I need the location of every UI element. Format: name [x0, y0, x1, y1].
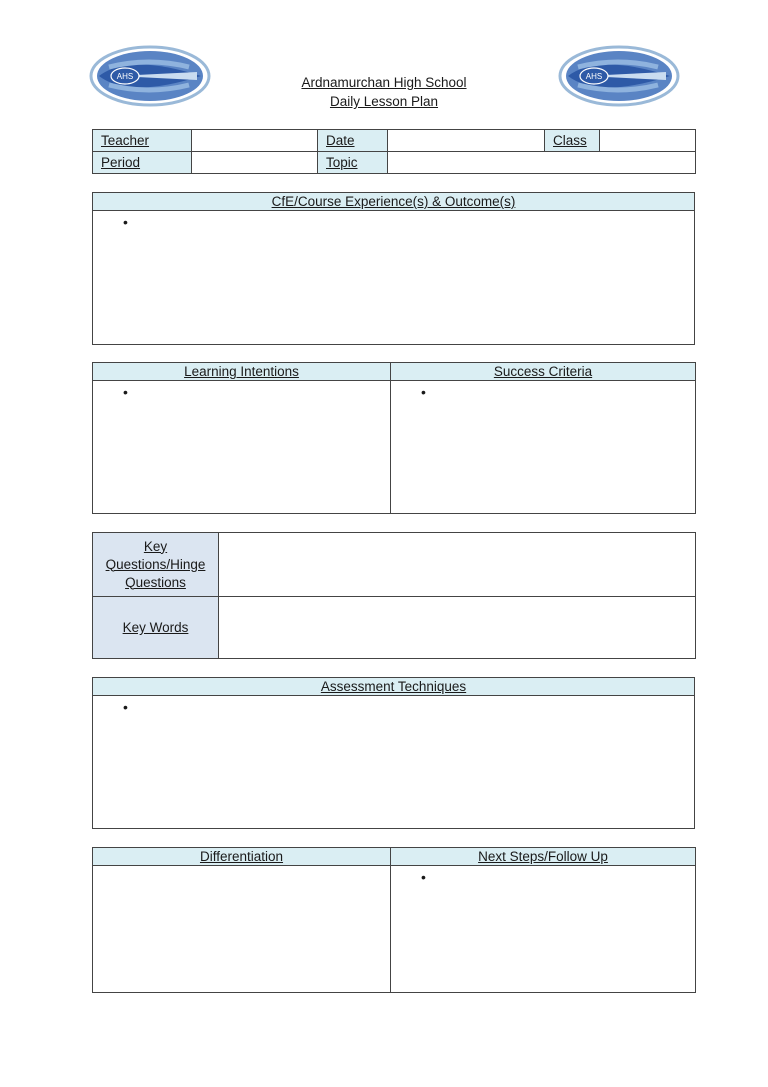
outcomes-header: CfE/Course Experience(s) & Outcome(s)	[93, 193, 695, 211]
lesson-info-table	[92, 129, 696, 174]
logo-text: AHS	[585, 72, 603, 81]
key-words-field[interactable]	[219, 597, 696, 659]
teacher-field[interactable]	[192, 130, 318, 152]
bullet-point: •	[421, 869, 426, 885]
next-steps-header: Next Steps/Follow Up	[391, 848, 696, 866]
key-questions-field[interactable]	[219, 533, 696, 597]
intentions-criteria-table	[92, 362, 696, 514]
differentiation-table	[92, 847, 696, 993]
period-label: Period	[93, 152, 192, 174]
logo-text: AHS	[116, 72, 134, 81]
assessment-header: Assessment Techniques	[93, 678, 695, 696]
key-questions-table	[92, 532, 696, 659]
date-field[interactable]	[388, 130, 545, 152]
learning-intentions-header: Learning Intentions	[93, 363, 391, 381]
school-logo-left	[89, 45, 211, 107]
outcomes-table	[92, 192, 695, 345]
bullet-point: •	[421, 384, 426, 400]
school-name: Ardnamurchan High School	[301, 75, 467, 90]
document-title: Daily Lesson Plan	[329, 94, 439, 109]
class-field[interactable]	[600, 130, 696, 152]
teacher-label: Teacher	[93, 130, 192, 152]
school-logo-right	[558, 45, 680, 107]
key-questions-label: Key Questions/Hinge Questions	[93, 533, 219, 597]
topic-field[interactable]	[388, 152, 696, 174]
outcomes-field[interactable]	[93, 211, 695, 345]
differentiation-header: Differentiation	[93, 848, 391, 866]
class-label: Class	[545, 130, 600, 152]
assessment-field[interactable]	[93, 696, 695, 829]
differentiation-field[interactable]	[93, 866, 391, 993]
learning-intentions-field[interactable]	[93, 381, 391, 514]
next-steps-field[interactable]	[391, 866, 696, 993]
bullet-point: •	[123, 699, 128, 715]
success-criteria-header: Success Criteria	[391, 363, 696, 381]
success-criteria-field[interactable]	[391, 381, 696, 514]
period-field[interactable]	[192, 152, 318, 174]
key-words-label: Key Words	[93, 597, 219, 659]
bullet-point: •	[123, 384, 128, 400]
bullet-point: •	[123, 214, 128, 230]
date-label: Date	[318, 130, 388, 152]
topic-label: Topic	[318, 152, 388, 174]
assessment-table	[92, 677, 695, 829]
